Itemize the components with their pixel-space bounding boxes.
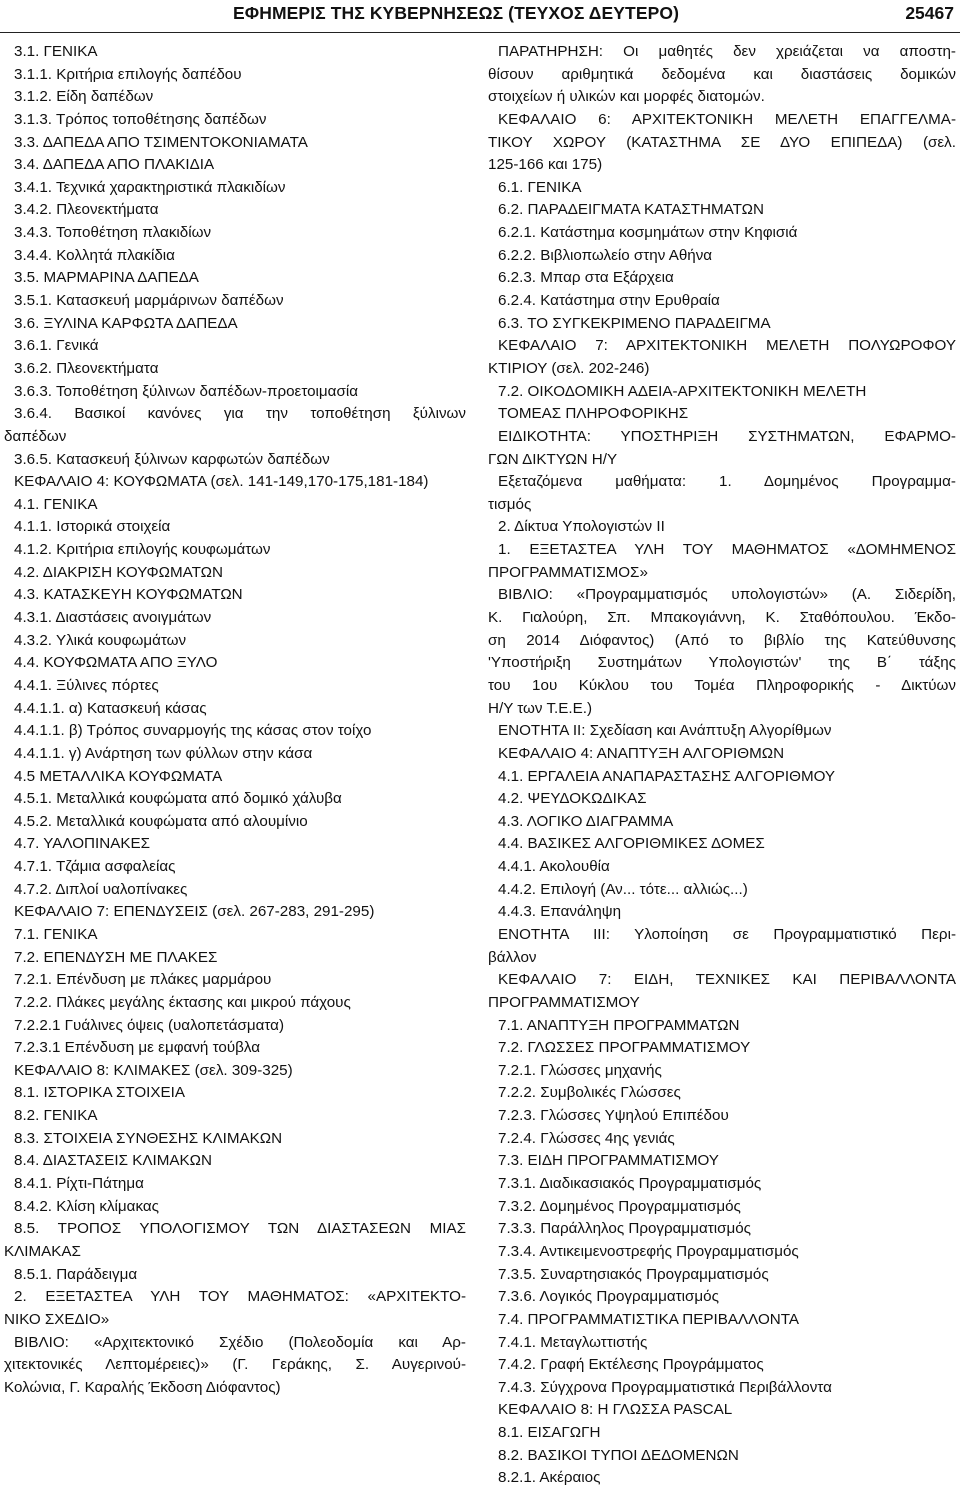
text-line: ΚΕΦΑΛΑΙΟ 4: ΚΟΥΦΩΜΑΤΑ (σελ. 141-149,170-175,181-184) <box>14 473 429 491</box>
text-line: 8.5.1. Παράδειγμα <box>14 1265 138 1283</box>
text-line: ΝΙΚΟ ΣΧΕΔΙΟ» <box>4 1310 110 1328</box>
text-line: 3.6.3. Τοποθέτηση ξύλινων δαπέδων-προετοιμασία <box>14 382 358 400</box>
text-line: 7.3.4. Αντικειμενοστρεφής Προγραμματισμός <box>498 1242 799 1260</box>
text-line: 3.1.2. Είδη δαπέδων <box>14 88 154 106</box>
text-line: ΒΙΒΛΙΟ: «Προγραμματισμός υπολογιστών» (Α. Σιδερίδη, <box>498 586 956 604</box>
text-line: ΚΕΦΑΛΑΙΟ 6: ΑΡΧΙΤΕΚΤΟΝΙΚΗ ΜΕΛΕΤΗ ΕΠΑΓΓΕΛΜΑ- <box>498 110 956 128</box>
text-line: 3.4. ΔΑΠΕΔΑ ΑΠΟ ΠΛΑΚΙΔΙΑ <box>14 156 215 174</box>
text-line: ΚΕΦΑΛΑΙΟ 7: ΑΡΧΙΤΕΚΤΟΝΙΚΗ ΜΕΛΕΤΗ ΠΟΛΥΩΡΟΦΟΥ <box>498 337 956 355</box>
text-line: ΠΡΟΓΡΑΜΜΑΤΙΣΜΟΥ <box>488 993 640 1011</box>
text-line: 4.2. ΨΕΥΔΟΚΩΔΙΚΑΣ <box>498 790 647 808</box>
text-line: 4.4.1. Ξύλινες πόρτες <box>14 676 159 694</box>
text-line: 4.4.1.1. α) Κατασκευή κάσας <box>14 699 207 717</box>
text-line: 3.4.1. Τεχνικά χαρακτηριστικά πλακιδίων <box>14 178 286 196</box>
text-line: 8.2. ΒΑΣΙΚΟΙ ΤΥΠΟΙ ΔΕΔΟΜΕΝΩΝ <box>498 1446 739 1464</box>
text-line: στοιχείων ή υλικών και μορφές διατομών. <box>488 88 765 106</box>
text-line: ΒΙΒΛΙΟ: «Αρχιτεκτονικό Σχέδιο (Πολεοδομία και Αρ- <box>14 1333 466 1351</box>
text-line: 8.4.1. Ρίχτι-Πάτημα <box>14 1175 144 1193</box>
text-line: 6.2.4. Κατάστημα στην Ερυθραία <box>498 292 720 310</box>
text-line: 3.5.1. Κατασκευή μαρμάρινων δαπέδων <box>14 292 284 310</box>
text-line: 4.1.1. Ιστορικά στοιχεία <box>14 518 171 536</box>
text-line: 4.5.2. Μεταλλικά κουφώματα από αλουμίνιο <box>14 812 308 830</box>
text-line: 7.3.2. Δομημένος Προγραμματισμός <box>498 1197 741 1215</box>
text-line: 4.7.2. Διπλοί υαλοπίνακες <box>14 880 188 898</box>
text-line: 6.2.3. Μπαρ στα Εξάρχεια <box>498 269 674 287</box>
text-line: ΚΕΦΑΛΑΙΟ 7: ΕΠΕΝΔΥΣΕΙΣ (σελ. 267-283, 291-295) <box>14 903 375 921</box>
text-line: 3.5. ΜΑΡΜΑΡΙΝΑ ΔΑΠΕΔΑ <box>14 269 199 287</box>
text-line: 6.2.1. Κατάστημα κοσμημάτων στην Κηφισιά <box>498 224 798 242</box>
text-line: 6.3. ΤΟ ΣΥΓΚΕΚΡΙΜΕΝΟ ΠΑΡΑΔΕΙΓΜΑ <box>498 314 771 332</box>
text-line: 1. ΕΞΕΤΑΣΤΕΑ ΥΛΗ ΤΟΥ ΜΑΘΗΜΑΤΟΣ «ΔΟΜΗΜΕΝΟΣ <box>498 541 956 559</box>
text-line: Κ. Γιαλούρη, Σπ. Μπακογιάννη, Κ. Σταθόπουλου. Έκδο- <box>488 609 956 627</box>
text-line: 3.4.2. Πλεονεκτήματα <box>14 201 159 219</box>
text-line: ΚΤΙΡΙΟΥ (σελ. 202-246) <box>488 359 650 377</box>
text-line: 4.3.2. Υλικά κουφωμάτων <box>14 631 187 649</box>
text-line: 4.4.1.1. β) Τρόπος συναρμογής της κάσας στον τοίχο <box>14 722 372 740</box>
text-line: 7.1. ΓΕΝΙΚΑ <box>14 925 98 943</box>
text-line: 7.2.3.1 Επένδυση με εμφανή τούβλα <box>14 1039 261 1057</box>
right-column <box>488 41 956 1490</box>
text-line: Κολώνια, Γ. Καραλής Έκδοση Διόφαντος) <box>4 1378 281 1396</box>
text-line: ΤΟΜΕΑΣ ΠΛΗΡΟΦΟΡΙΚΗΣ <box>498 405 689 423</box>
text-line: 7.2.2. Συμβολικές Γλώσσες <box>498 1084 681 1102</box>
text-line: 7.4.2. Γραφή Εκτέλεσης Προγράμματος <box>498 1356 764 1374</box>
text-line: χιτεκτονικές Λεπτομέρειες)» (Γ. Γεράκης, Σ. Αυγερινού- <box>4 1356 466 1374</box>
text-line: 7.2.4. Γλώσσες 4ης γενιάς <box>498 1129 675 1147</box>
text-line: του 1ου Κύκλου του Τομέα Πληροφορικής - Δικτύων <box>488 676 956 694</box>
text-line: ΚΕΦΑΛΑΙΟ 8: ΚΛΙΜΑΚΕΣ (σελ. 309-325) <box>14 1061 293 1079</box>
text-line: ΠΡΟΓΡΑΜΜΑΤΙΣΜΟΣ» <box>488 563 648 581</box>
text-line: 3.4.3. Τοποθέτηση πλακιδίων <box>14 224 212 242</box>
text-line: ση 2014 Διόφαντος) (Από το βιβλίο της Κατεύθυνσης <box>488 631 956 649</box>
text-line: 3.6.4. Βασικοί κανόνες για την τοποθέτηση ξύλινων <box>14 405 466 423</box>
text-line: 8.3. ΣΤΟΙΧΕΙΑ ΣΥΝΘΕΣΗΣ ΚΛΙΜΑΚΩΝ <box>14 1129 283 1147</box>
text-line: 8.4. ΔΙΑΣΤΑΣΕΙΣ ΚΛΙΜΑΚΩΝ <box>14 1152 212 1170</box>
text-line: 4.4.1.1. γ) Ανάρτηση των φύλλων στην κάσα <box>14 744 313 762</box>
text-line: 4.7.1. Τζάμια ασφαλείας <box>14 858 176 876</box>
text-line: ΚΕΦΑΛΑΙΟ 4: ΑΝΑΠΤΥΞΗ ΑΛΓΟΡΙΘΜΩΝ <box>498 744 785 762</box>
text-line: 7.4.3. Σύγχρονα Προγραμματιστικά Περιβάλλοντα <box>498 1378 832 1396</box>
text-line: 4.3. ΚΑΤΑΣΚΕΥΗ ΚΟΥΦΩΜΑΤΩΝ <box>14 586 243 604</box>
text-line: ΠΑΡΑΤΗΡΗΣΗ: Οι μαθητές δεν χρειάζεται να αποστη- <box>498 43 956 60</box>
text-line: 7.1. ΑΝΑΠΤΥΞΗ ΠΡΟΓΡΑΜΜΑΤΩΝ <box>498 1016 740 1034</box>
text-line: 7.4.1. Μεταγλωττιστής <box>498 1333 648 1351</box>
text-line: 3.3. ΔΑΠΕΔΑ ΑΠΟ ΤΣΙΜΕΝΤΟΚΟΝΙΑΜΑΤΑ <box>14 133 308 151</box>
text-line: 4.2. ΔΙΑΚΡΙΣΗ ΚΟΥΦΩΜΑΤΩΝ <box>14 563 223 581</box>
text-line: 8.1. ΙΣΤΟΡΙΚΑ ΣΤΟΙΧΕΙΑ <box>14 1084 185 1102</box>
text-line: 7.2.3. Γλώσσες Υψηλού Επιπέδου <box>498 1107 729 1125</box>
text-line: 6.1. ΓΕΝΙΚΑ <box>498 178 582 196</box>
text-line: 3.1.3. Τρόπος τοποθέτησης δαπέδων <box>14 110 267 128</box>
text-line: Η/Υ των Τ.Ε.Ε.) <box>488 699 593 717</box>
text-line: 4.4. ΒΑΣΙΚΕΣ ΑΛΓΟΡΙΘΜΙΚΕΣ ΔΟΜΕΣ <box>498 835 765 853</box>
text-line: ΚΕΦΑΛΑΙΟ 8: Η ΓΛΩΣΣΑ PASCAL <box>498 1401 733 1419</box>
text-line: 7.2.1. Γλώσσες μηχανής <box>498 1061 662 1079</box>
text-line: 7.2. ΟΙΚΟΔΟΜΙΚΗ ΑΔΕΙΑ-ΑΡΧΙΤΕΚΤΟΝΙΚΗ ΜΕΛΕΤΗ <box>498 382 867 400</box>
text-line: 4.4.1. Ακολουθία <box>498 858 610 876</box>
text-line: 7.3.3. Παράλληλος Προγραμματισμός <box>498 1220 751 1238</box>
text-line: τισμός <box>488 495 532 513</box>
text-line: 7.3.6. Λογικός Προγραμματισμός <box>498 1288 719 1306</box>
text-line: 4.4.3. Επανάληψη <box>498 903 622 921</box>
text-line: 7.4. ΠΡΟΓΡΑΜΜΑΤΙΣΤΙΚΑ ΠΕΡΙΒΑΛΛΟΝΤΑ <box>498 1310 800 1328</box>
text-line: 4.1. ΓΕΝΙΚΑ <box>14 495 98 513</box>
text-line: 2. Δίκτυα Υπολογιστών ΙΙ <box>498 518 665 536</box>
text-line: 6.2.2. Βιβλιοπωλείο στην Αθήνα <box>498 246 713 264</box>
text-line: 7.2. ΓΛΩΣΣΕΣ ΠΡΟΓΡΑΜΜΑΤΙΣΜΟΥ <box>498 1039 751 1057</box>
text-line: 4.1.2. Κριτήρια επιλογής κουφωμάτων <box>14 541 271 559</box>
text-line: 8.2. ΓΕΝΙΚΑ <box>14 1107 98 1125</box>
text-line: 4.4.2. Επιλογή (Αν... τότε... αλλιώς...) <box>498 880 748 898</box>
text-line: 4.3. ΛΟΓΙΚΟ ΔΙΑΓΡΑΜΜΑ <box>498 812 674 830</box>
text-line: 8.2.1. Ακέραιος <box>498 1469 601 1487</box>
text-line: Εξεταζόμενα μαθήματα: 1. Δομημένος Προγραμμα- <box>498 473 956 491</box>
text-line: 3.6.5. Κατασκευή ξύλινων καρφωτών δαπέδων <box>14 450 330 468</box>
text-line: 4.3.1. Διαστάσεις ανοιγμάτων <box>14 609 212 627</box>
text-line: 8.1. ΕΙΣΑΓΩΓΗ <box>498 1424 601 1442</box>
text-line: ΕΝΟΤΗΤΑ ΙΙΙ: Υλοποίηση σε Προγραμματιστικό Περι- <box>498 925 956 943</box>
text-line: ΚΕΦΑΛΑΙΟ 7: ΕΙΔΗ, ΤΕΧΝΙΚΕΣ ΚΑΙ ΠΕΡΙΒΑΛΛΟΝΤΑ <box>498 971 956 989</box>
text-line: ΤΙΚΟΥ ΧΩΡΟΥ (ΚΑΤΑΣΤΗΜΑ ΣΕ ΔΥΟ ΕΠΙΠΕΔΑ) (σελ. <box>488 133 956 151</box>
text-line: 3.6.2. Πλεονεκτήματα <box>14 359 159 377</box>
text-line: 6.2. ΠΑΡΑΔΕΙΓΜΑΤΑ ΚΑΤΑΣΤΗΜΑΤΩΝ <box>498 201 764 219</box>
text-line: 3.6.1. Γενικά <box>14 337 99 355</box>
text-line: δαπέδων <box>4 427 67 445</box>
text-line: 125-166 και 175) <box>488 156 603 174</box>
text-line: 'Υποστήριξη Συστημάτων Υπολογιστών' της Β΄ τάξης <box>488 654 956 672</box>
text-line: 7.3.5. Συναρτησιακός Προγραμματισμός <box>498 1265 769 1283</box>
text-line: ΚΛΙΜΑΚΑΣ <box>4 1242 81 1260</box>
text-line: 4.7. ΥΑΛΟΠΙΝΑΚΕΣ <box>14 835 150 853</box>
text-line: βάλλον <box>488 948 537 966</box>
header-divider <box>0 32 960 33</box>
page-number: 25467 <box>905 3 954 23</box>
text-line: 7.2.2.1 Γυάλινες όψεις (υαλοπετάσματα) <box>14 1016 285 1034</box>
text-line: ΕΝΟΤΗΤΑ ΙΙ: Σχεδίαση και Ανάπτυξη Αλγορίθμων <box>498 722 832 740</box>
text-line: 8.4.2. Κλίση κλίμακας <box>14 1197 159 1215</box>
page-header <box>0 3 960 35</box>
text-line: 7.2.2. Πλάκες μεγάλης έκτασης και μικρού πάχους <box>14 993 351 1011</box>
text-line: 4.5.1. Μεταλλικά κουφώματα από δομικό χάλυβα <box>14 790 342 808</box>
text-line: 7.3.1. Διαδικασιακός Προγραμματισμός <box>498 1175 762 1193</box>
text-line: 4.4. ΚΟΥΦΩΜΑΤΑ ΑΠΟ ΞΥΛΟ <box>14 654 218 672</box>
text-line: 7.2.1. Επένδυση με πλάκες μαρμάρου <box>14 971 272 989</box>
text-line: ΓΩΝ ΔΙΚΤΥΩΝ Η/Υ <box>488 450 618 468</box>
gazette-title: ΕΦΗΜΕΡΙΣ ΤΗΣ ΚΥΒΕΡΝΗΣΕΩΣ (ΤΕΥΧΟΣ ΔΕΥΤΕΡΟ) <box>233 3 680 23</box>
text-line: ΕΙΔΙΚΟΤΗΤΑ: ΥΠΟΣΤΗΡΙΞΗ ΣΥΣΤΗΜΑΤΩΝ, ΕΦΑΡΜΟ- <box>498 427 956 445</box>
text-line: 8.5. ΤΡΟΠΟΣ ΥΠΟΛΟΓΙΣΜΟΥ ΤΩΝ ΔΙΑΣΤΑΣΕΩΝ ΜΙΑΣ <box>14 1220 466 1238</box>
text-line: 3.1. ΓΕΝΙΚΑ <box>14 43 98 60</box>
text-line: 4.5 ΜΕΤΑΛΛΙΚΑ ΚΟΥΦΩΜΑΤΑ <box>14 767 223 785</box>
text-line: 3.4.4. Κολλητά πλακίδια <box>14 246 175 264</box>
text-line: 2. ΕΞΕΤΑΣΤΕΑ ΥΛΗ ΤΟΥ ΜΑΘΗΜΑΤΟΣ: «ΑΡΧΙΤΕΚΤΟ- <box>14 1288 466 1306</box>
text-line: 4.1. ΕΡΓΑΛΕΙΑ ΑΝΑΠΑΡΑΣΤΑΣΗΣ ΑΛΓΟΡΙΘΜΟΥ <box>498 767 836 785</box>
text-line: θίσουν αριθμητικά δεδομένα και διαστάσεις δομικών <box>488 65 956 83</box>
text-line: 7.2. ΕΠΕΝΔΥΣΗ ΜΕ ΠΛΑΚΕΣ <box>14 948 218 966</box>
text-line: 7.3. ΕΙΔΗ ΠΡΟΓΡΑΜΜΑΤΙΣΜΟΥ <box>498 1152 719 1170</box>
left-column <box>4 41 466 1399</box>
text-line: 3.1.1. Κριτήρια επιλογής δαπέδου <box>14 65 242 83</box>
text-line: 3.6. ΞΥΛΙΝΑ ΚΑΡΦΩΤΑ ΔΑΠΕΔΑ <box>14 314 238 332</box>
